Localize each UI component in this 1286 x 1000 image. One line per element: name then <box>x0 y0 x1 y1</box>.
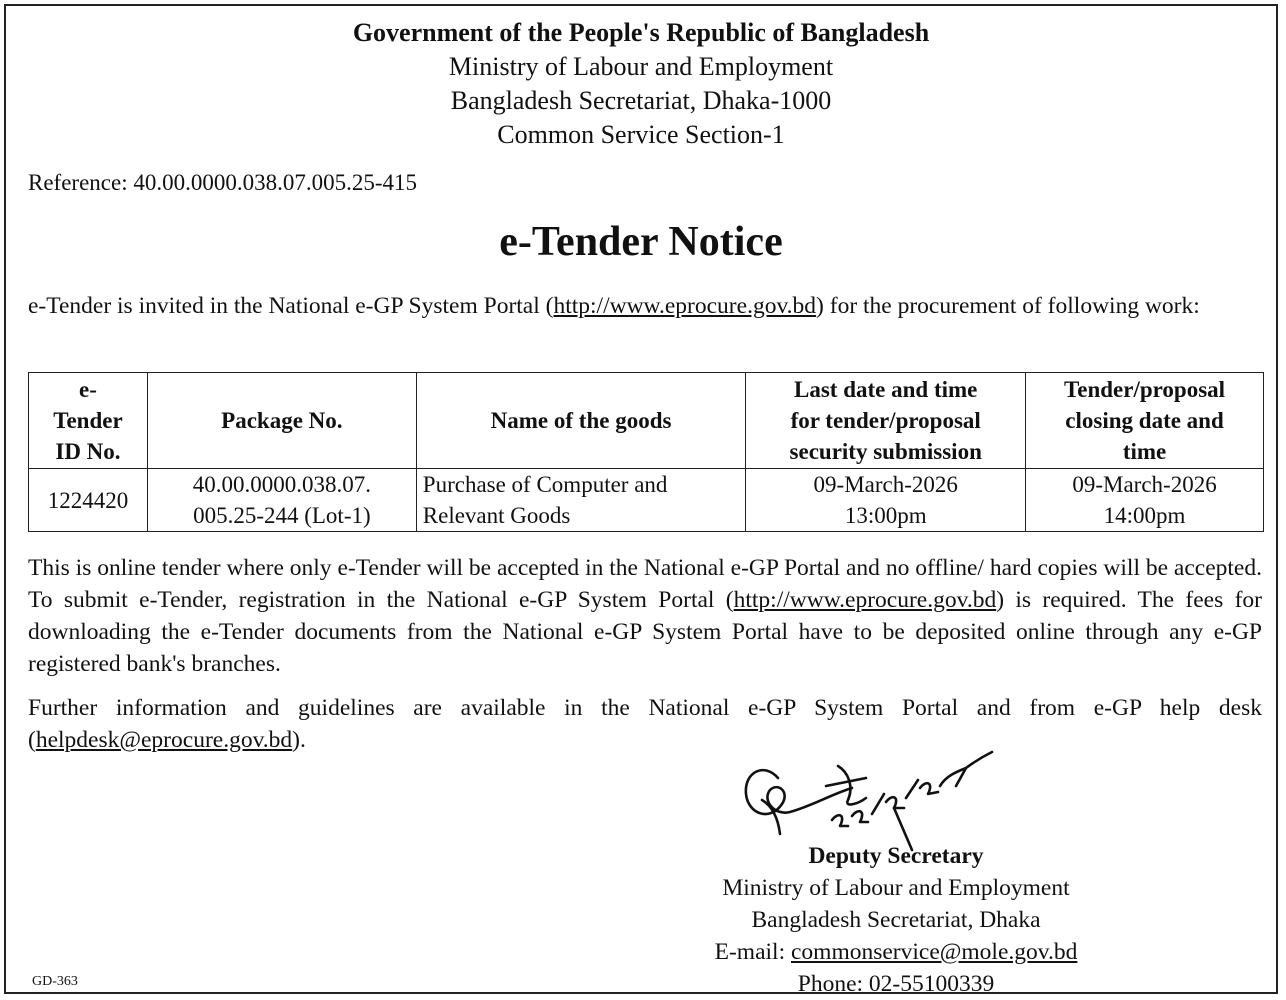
cell-tender-id: 1224420 <box>29 469 148 532</box>
cell-security-deadline: 09-March-2026 13:00pm <box>746 469 1026 532</box>
eprocure-link[interactable]: http://www.eprocure.gov.bd <box>553 293 817 319</box>
header-closing-date: Tender/proposal closing date and time <box>1026 373 1264 469</box>
contact-email-link[interactable]: commonservice@mole.gov.bd <box>790 939 1078 965</box>
ministry-address: Bangladesh Secretariat, Dhaka-1000 <box>450 86 832 115</box>
handwritten-signature <box>734 742 1004 852</box>
document-code: GD-363 <box>32 974 78 989</box>
further-info-paragraph: Further information and guidelines are available in the National e-GP System Portal and from e-GP help desk (helpdesk@eprocure.gov.bd). <box>28 695 1262 753</box>
helpdesk-email-link[interactable]: helpdesk@eprocure.gov.bd <box>35 727 293 753</box>
ministry-name: Ministry of Labour and Employment <box>448 52 834 81</box>
header-package-no: Package No. <box>147 373 416 469</box>
header-goods-name: Name of the goods <box>416 373 746 469</box>
signatory-address: Bangladesh Secretariat, Dhaka <box>751 907 1041 933</box>
cell-closing-date: 09-March-2026 14:00pm <box>1026 469 1264 532</box>
cell-goods-name: Purchase of Computer and Relevant Goods <box>416 469 746 532</box>
notice-frame <box>4 4 1278 997</box>
intro-text-after: ) for the procurement of following work: <box>816 293 1200 319</box>
signature-block <box>666 840 1126 1000</box>
letterhead <box>6 16 1276 152</box>
government-name: Government of the People's Republic of Bangladesh <box>352 18 930 47</box>
eprocure-link[interactable]: http://www.eprocure.gov.bd <box>733 587 997 613</box>
section-name: Common Service Section-1 <box>497 120 785 149</box>
header-security-deadline: Last date and time for tender/proposal security submission <box>746 373 1026 469</box>
intro-paragraph <box>28 290 1262 322</box>
table-header-row <box>29 373 1264 469</box>
online-tender-paragraph: This is online tender where only e-Tender will be accepted in the National e-GP Portal and no offline/ hard copies will be accepted. To submit e-Tender, registration in the National e-GP System Portal (http://www.eprocure.gov.bd) is required. The fees for downloading the e-Tender documents from the National e-GP System Portal have to be deposited online through any e-GP registered bank's branches. <box>28 555 1262 677</box>
reference-number: Reference: 40.00.0000.038.07.005.25-415 <box>28 170 418 195</box>
signatory-phone: Phone: 02-55100339 <box>797 971 995 997</box>
signatory-designation: Deputy Secretary <box>808 843 984 869</box>
header-tender-id: e- Tender ID No. <box>29 373 148 469</box>
signatory-email: E-mail: commonservice@mole.gov.bd <box>714 939 1078 965</box>
table-row <box>29 469 1264 532</box>
signatory-ministry: Ministry of Labour and Employment <box>722 875 1070 901</box>
tender-table <box>28 372 1264 532</box>
notice-title: e-Tender Notice <box>499 219 783 265</box>
cell-package-no: 40.00.0000.038.07. 005.25-244 (Lot-1) <box>147 469 416 532</box>
intro-text-before: e-Tender is invited in the National e-GP System Portal ( <box>28 293 554 319</box>
